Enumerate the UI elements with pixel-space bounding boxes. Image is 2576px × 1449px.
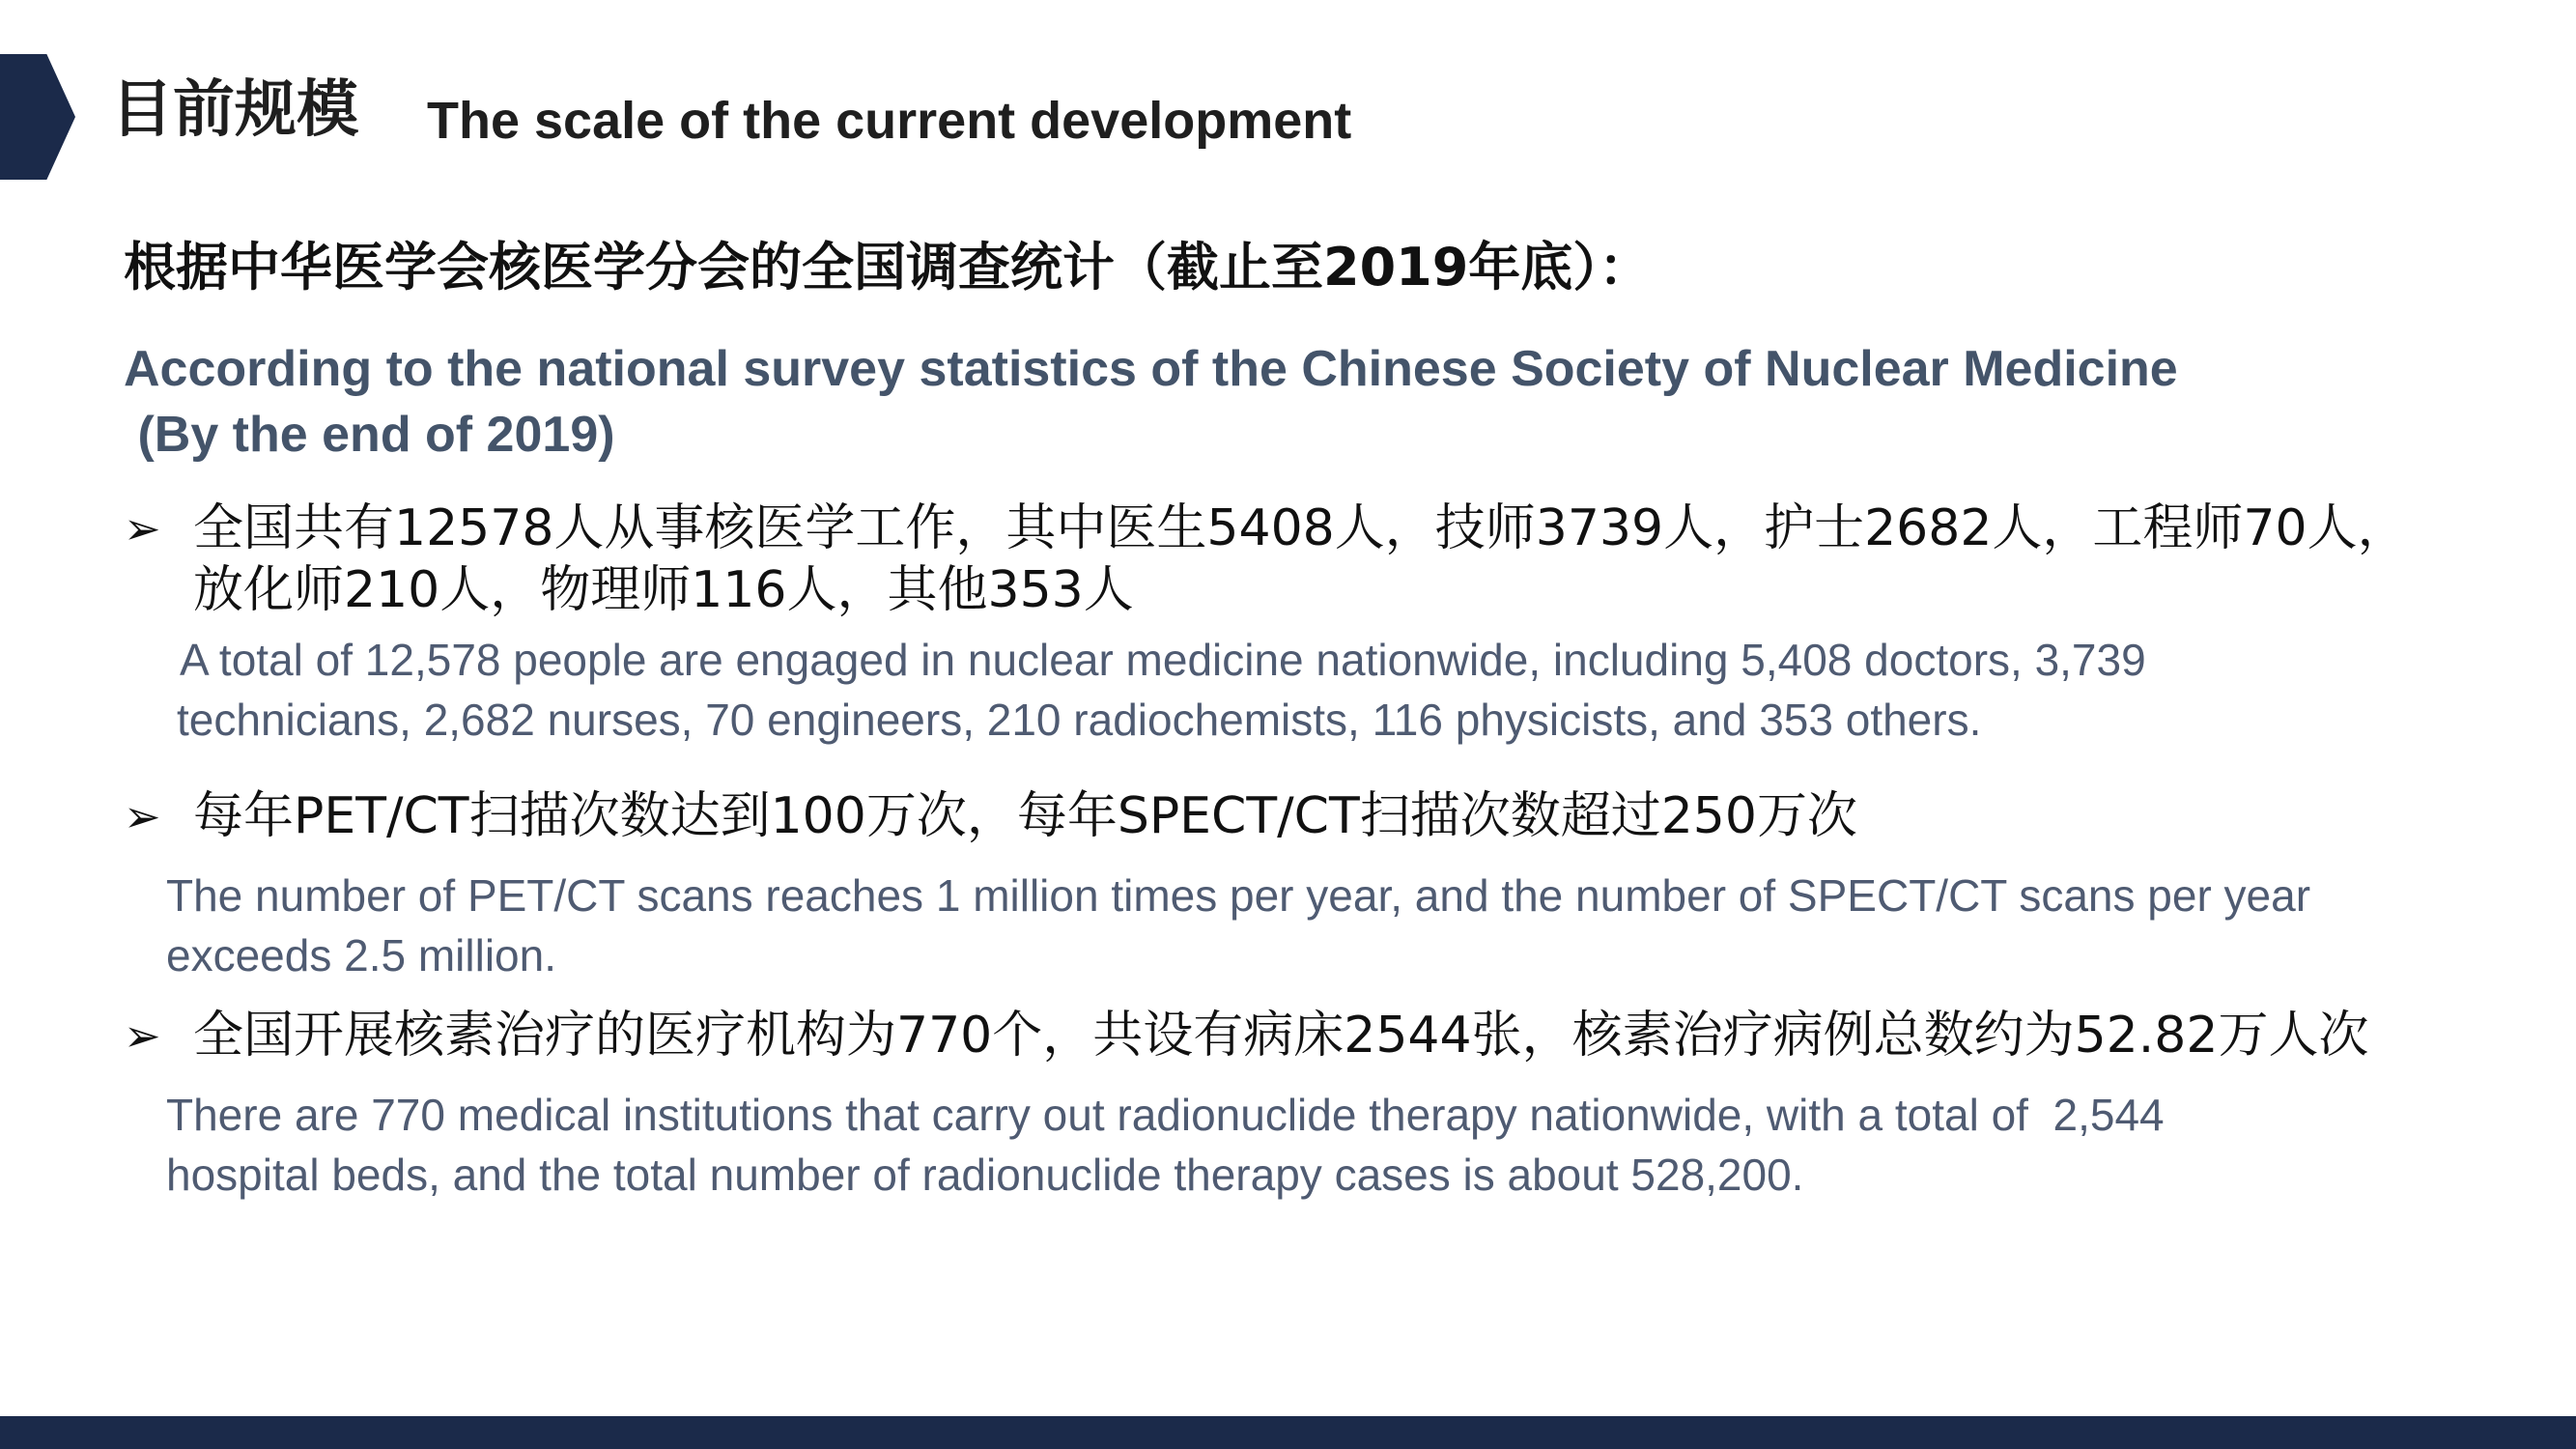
bullet-english-staff: [177, 630, 2556, 750]
bullet-arrow-icon: ➢: [124, 790, 161, 842]
bullet-chinese-line-1: 全国共有12578人从事核医学工作，其中医生5408人，技师3739人，护士2682人，工程师70人，: [193, 499, 2408, 557]
bullet-english-line-1: A total of 12,578 people are engaged in nuclear medicine nationwide, including 5,408 doctors, 3,739: [180, 635, 2146, 685]
intro-english: [124, 336, 2480, 468]
bullet-chinese-line-2: 放化师210人，物理师116人，其他353人: [193, 561, 1134, 619]
bullet-chinese: [193, 785, 2576, 847]
page-title-chinese: 目前规模: [111, 74, 358, 146]
bullet-english-line-2: exceeds 2.5 million.: [166, 930, 556, 980]
intro-english-line-1: According to the national survey statistics of the Chinese Society of Nuclear Medicine: [124, 341, 2178, 397]
footer-bar: [0, 1416, 2576, 1449]
intro-chinese: 根据中华医学会核医学分会的全国调查统计（截止至2019年底）：: [124, 237, 1652, 298]
header-accent-tab: [0, 54, 75, 180]
bullet-english-therapy: [166, 1085, 2542, 1205]
bullet-arrow-icon: ➢: [124, 1009, 161, 1062]
bullet-chinese-line-1: 每年PET/CT扫描次数达到100万次，每年SPECT/CT扫描次数超过250万次: [193, 787, 1857, 845]
bullet-arrow-icon: ➢: [124, 502, 161, 554]
bullet-english-line-2: technicians, 2,682 nurses, 70 engineers, 210 radiochemists, 116 physicists, and 353 others.: [177, 695, 1982, 745]
bullet-chinese: [193, 1005, 2576, 1066]
bullet-english-scans: [166, 866, 2542, 985]
bullet-chinese: [193, 497, 2576, 621]
bullet-chinese-line-1: 全国开展核素治疗的医疗机构为770个，共设有病床2544张，核素治疗病例总数约为52.82万人次: [193, 1007, 2369, 1065]
bullet-english-line-1: The number of PET/CT scans reaches 1 million times per year, and the number of SPECT/CT scans per year: [166, 870, 2311, 921]
bullet-english-line-2: hospital beds, and the total number of radionuclide therapy cases is about 528,200.: [166, 1150, 1804, 1200]
bullet-english-line-1: There are 770 medical institutions that carry out radionuclide therapy nationwide, with a total of 2,544: [166, 1090, 2165, 1140]
page-title-english: The scale of the current development: [427, 92, 1352, 150]
intro-english-line-2: (By the end of 2019): [124, 407, 615, 463]
